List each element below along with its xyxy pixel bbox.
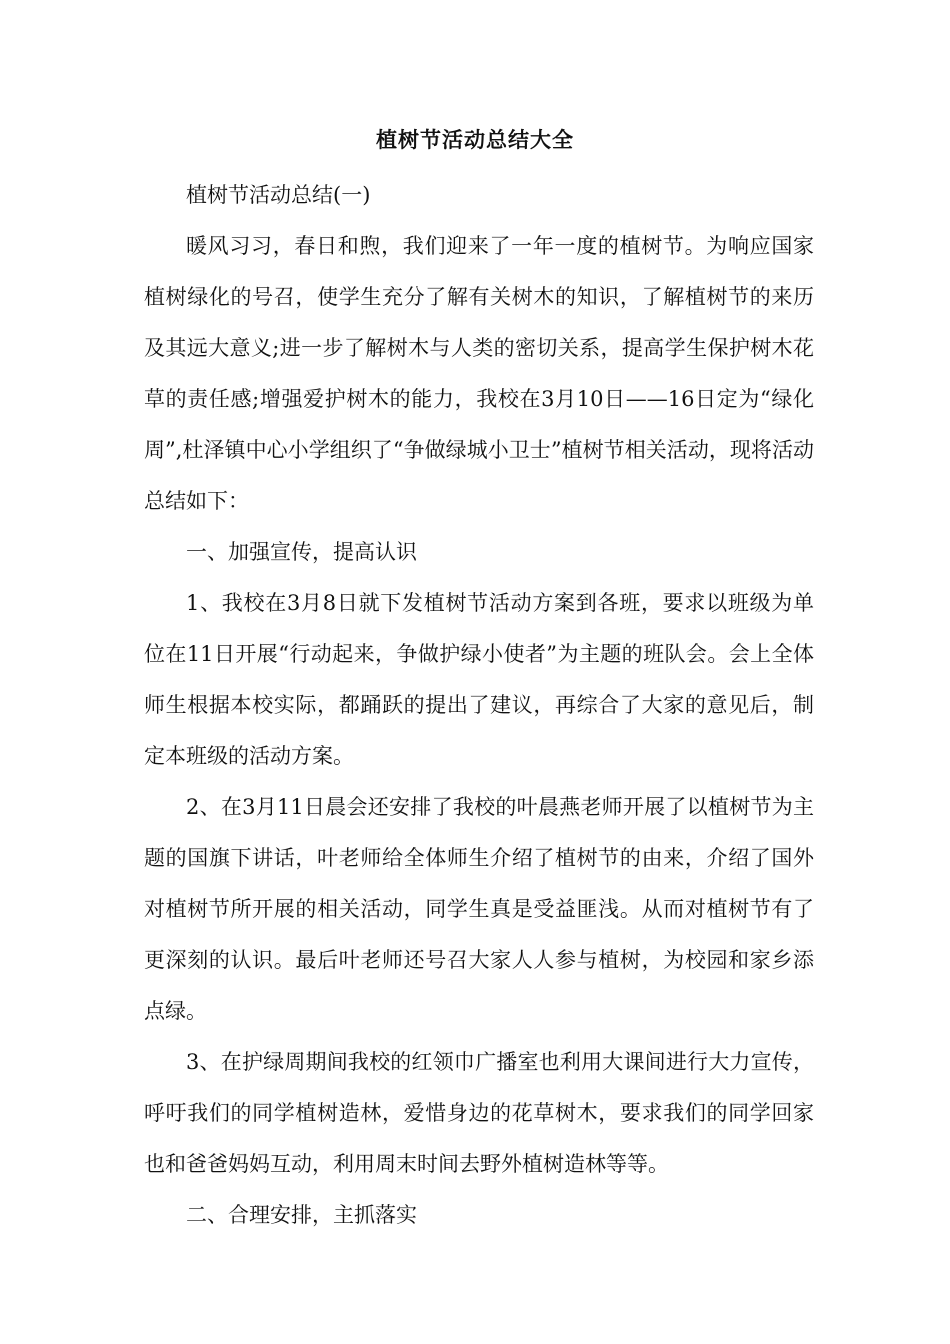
document-body xyxy=(144,170,814,1241)
paragraph-subtitle: 植树节活动总结(一) xyxy=(186,183,371,207)
paragraph-intro: 暖风习习，春日和煦，我们迎来了一年一度的植树节。为响应国家植树绿化的号召，使学生充分了解有关树木的知识，了解植树节的来历及其远大意义;进一步了解树木与人类的密切关系，提高学生保护树木花草的责任感;增强爱护树木的能力，我校在3月10日——16日定为“绿化周”,杜泽镇中心小学组织了“争做绿城小卫士”植树节相关活动，现将活动总结如下： xyxy=(144,234,814,513)
document-title: 植树节活动总结大全 xyxy=(376,127,574,152)
paragraph-item-3: 3、在护绿周期间我校的红领巾广播室也利用大课间进行大力宣传，呼吁我们的同学植树造林，爱惜身边的花草树木，要求我们的同学回家也和爸爸妈妈互动，利用周末时间去野外植树造林等等。 xyxy=(144,1050,814,1176)
paragraph-item-2: 2、在3月11日晨会还安排了我校的叶晨燕老师开展了以植树节为主题的国旗下讲话，叶老师给全体师生介绍了植树节的由来，介绍了国外对植树节所开展的相关活动，同学生真是受益匪浅。从而对植树节有了更深刻的认识。最后叶老师还号召大家人人参与植树，为校园和家乡添点绿。 xyxy=(144,795,814,1023)
section-heading-2: 二、合理安排，主抓落实 xyxy=(186,1203,417,1227)
paragraph-item-1: 1、我校在3月8日就下发植树节活动方案到各班，要求以班级为单位在11日开展“行动起来，争做护绿小使者”为主题的班队会。会上全体师生根据本校实际，都踊跃的提出了建议，再综合了大家的意见后，制定本班级的活动方案。 xyxy=(144,591,814,768)
section-heading-1: 一、加强宣传，提高认识 xyxy=(186,540,417,564)
